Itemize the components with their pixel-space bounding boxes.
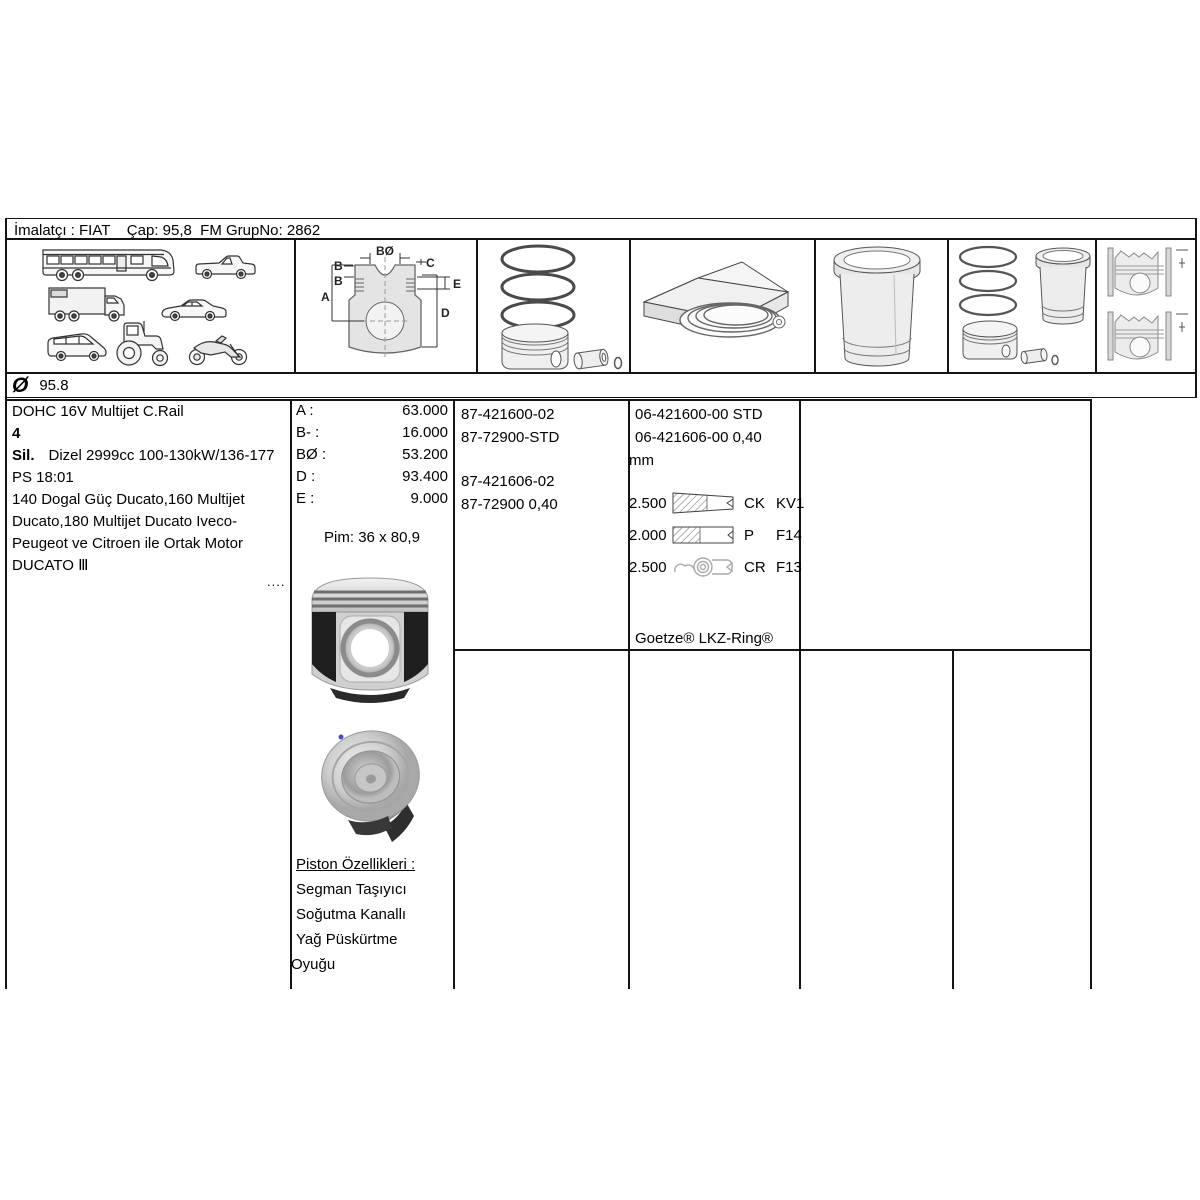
engine-spec-line xyxy=(12,445,289,489)
piston-side-photo xyxy=(300,570,440,710)
pickup-truck-icon xyxy=(196,256,255,279)
part-number: 87-421600-02 xyxy=(461,406,555,423)
piston-top-photo xyxy=(318,724,424,844)
liner-kit-icon xyxy=(952,243,1092,370)
ring-spec-row xyxy=(629,521,802,549)
header-info: İmalatçı : FIAT Çap: 95,8 FM GrupNo: 2862 xyxy=(14,222,321,239)
ring-height: 2.500 xyxy=(629,494,667,512)
piston-photo-top xyxy=(318,724,424,844)
grid-line xyxy=(5,218,1197,219)
engine-info xyxy=(12,401,289,577)
engine-application: 140 Dogal Güç Ducato,160 Multijet Ducato,180 Multijet Ducato Iveco-Peugeot ve Citroen ile Ortak Motor DUCATO Ⅲ xyxy=(12,491,245,574)
diameter-icon: Ø xyxy=(12,373,29,397)
ring-code: F14 xyxy=(776,526,802,544)
grid-line xyxy=(1090,399,1092,989)
piston-part-numbers xyxy=(461,403,559,516)
dim-value: 16.000 xyxy=(402,424,448,441)
grid-line xyxy=(629,240,631,372)
dim-label: A : xyxy=(296,402,314,419)
motorcycle-icon xyxy=(190,336,247,365)
piston-rings-and-pin-icon xyxy=(480,243,626,371)
dim-label-a: A xyxy=(321,290,330,304)
ring-part-numbers xyxy=(629,403,797,472)
piston-feature-line: Segman Taşıyıcı xyxy=(296,881,407,898)
piston-feature-line: Yağ Püskürtme xyxy=(296,931,398,948)
sil-value: Dizel 2999cc 100-130kW/136-177 PS 18:01 xyxy=(12,447,275,486)
grid-line xyxy=(799,399,801,989)
dim-value: 93.400 xyxy=(402,468,448,485)
grid-line xyxy=(453,399,455,989)
part-number: 87-72900 0,40 xyxy=(461,496,558,513)
cylinder-count: 4 xyxy=(12,425,21,442)
piston-liner-cross-section-icon xyxy=(1102,242,1192,371)
grid-line xyxy=(5,218,7,989)
dim-label-b2: B xyxy=(334,274,343,288)
tractor-icon xyxy=(117,321,168,366)
dim-label-c: C xyxy=(426,256,435,270)
grid-line xyxy=(628,399,630,989)
dim-label: BØ : xyxy=(296,446,327,463)
grid-line xyxy=(5,372,1197,374)
dim-label: B- : xyxy=(296,424,320,441)
dim-label: E : xyxy=(296,490,315,507)
grid-line xyxy=(1095,240,1097,372)
piston-feature-line: Oyuğu xyxy=(291,956,336,973)
dimension-table xyxy=(296,402,448,512)
piston-features-title: Piston Özellikleri : xyxy=(296,856,416,873)
van-icon xyxy=(48,334,106,361)
continuation-dots: .... xyxy=(267,574,286,589)
dim-label-bo: BØ xyxy=(376,245,394,258)
part-number: 06-421606-00 0,40 xyxy=(635,429,762,446)
grid-line xyxy=(294,240,296,372)
dim-label-b1: B xyxy=(334,259,343,273)
box-truck-icon xyxy=(49,288,124,321)
dimension-row xyxy=(296,446,448,468)
dim-value: 9.000 xyxy=(410,490,448,507)
ring-type: CK xyxy=(744,494,765,512)
ring-set-piston-cell xyxy=(480,243,626,371)
diameter-value: 95.8 xyxy=(39,377,69,394)
liner-kit-cell xyxy=(952,243,1092,370)
grid-line xyxy=(1195,218,1197,398)
grid-line xyxy=(814,240,816,372)
piston-feature-line: Soğutma Kanallı xyxy=(296,906,407,923)
part-number: 87-72900-STD xyxy=(461,429,560,446)
part-number: 87-421606-02 xyxy=(461,473,555,490)
piston-dimension-diagram-cell xyxy=(300,245,472,369)
vehicle-icons xyxy=(12,243,288,369)
dim-label: D : xyxy=(296,468,316,485)
ring-height: 2.500 xyxy=(629,558,667,576)
dimension-row xyxy=(296,490,448,512)
piston-photo-side xyxy=(300,570,440,710)
ring-spec-row xyxy=(629,489,804,517)
engine-title: DOHC 16V Multijet C.Rail xyxy=(12,403,184,420)
ring-code: F13 xyxy=(776,558,802,576)
ring-type: P xyxy=(744,526,755,544)
grid-line xyxy=(5,397,1197,398)
ring-box-cell xyxy=(638,258,808,360)
grid-line xyxy=(290,399,292,989)
ring-code: KV1 xyxy=(776,494,805,512)
dimension-row xyxy=(296,468,448,490)
oil-ring-profile-icon xyxy=(672,555,734,579)
dim-value: 53.200 xyxy=(402,446,448,463)
dim-label-d: D xyxy=(441,306,450,320)
dim-label-e: E xyxy=(453,277,462,291)
compression-ring-profile-icon xyxy=(672,491,734,515)
ring-type: CR xyxy=(744,558,766,576)
cylinder-liner-icon xyxy=(822,243,940,370)
ring-spec-row xyxy=(629,553,802,581)
cylinder-liner-cell xyxy=(822,243,940,370)
part-number: 06-421600-00 STD xyxy=(635,406,763,423)
vehicle-applications-cell xyxy=(12,243,288,369)
dimension-row xyxy=(296,402,448,424)
pin-size: Pim: 36 x 80,9 xyxy=(324,529,420,546)
piston-features xyxy=(291,852,452,977)
bus-icon xyxy=(43,250,174,281)
sedan-car-icon xyxy=(162,300,226,321)
diameter-row xyxy=(12,374,69,397)
dim-value: 63.000 xyxy=(402,402,448,419)
piston-dimension-diagram-icon xyxy=(300,245,472,369)
grid-line xyxy=(947,240,949,372)
unit-label: mm xyxy=(629,452,654,469)
sil-label: Sil. xyxy=(12,447,35,464)
cross-sections-cell xyxy=(1102,242,1192,371)
grid-line xyxy=(476,240,478,372)
grid-line xyxy=(952,650,954,989)
ring-height: 2.000 xyxy=(629,526,667,544)
piston-ring-box-icon xyxy=(638,258,808,360)
ring-brand: Goetze® LKZ-Ring® xyxy=(635,630,773,647)
compression-ring-profile-icon xyxy=(672,523,734,547)
dimension-row xyxy=(296,424,448,446)
